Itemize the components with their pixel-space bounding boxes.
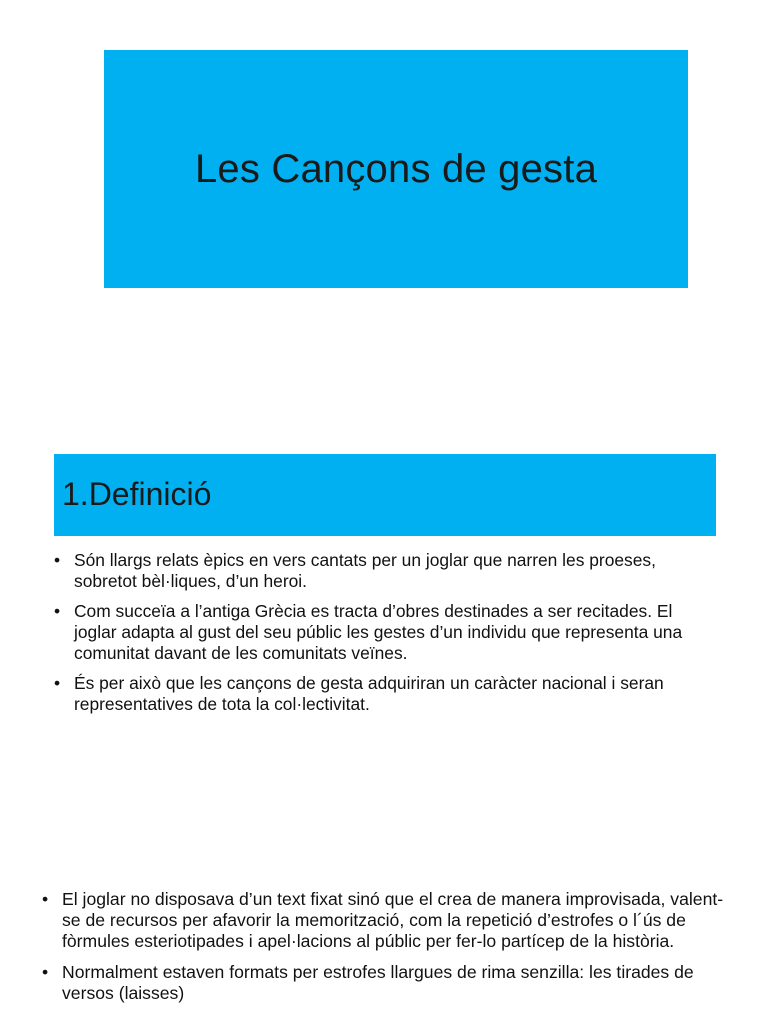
list-item	[54, 673, 716, 715]
continuation-bullet-list	[42, 889, 732, 1014]
section-heading-bar	[54, 454, 716, 536]
section-heading: 1.Definició	[62, 476, 212, 512]
bullet-text: Normalment estaven formats per estrofes llargues de rima senzilla: les tirades de versos (laisses)	[62, 962, 694, 1003]
bullet-icon: •	[54, 673, 61, 693]
definition-bullet-list	[54, 550, 716, 724]
bullet-icon: •	[54, 601, 61, 621]
bullet-text: És per això que les cançons de gesta adquiriran un caràcter nacional i seran representatives de tota la col·lectivitat.	[74, 673, 664, 714]
list-item	[42, 889, 732, 952]
bullet-icon: •	[42, 889, 49, 909]
list-item	[54, 601, 716, 664]
bullet-text: Com succeïa a l’antiga Grècia es tracta d’obres destinades a ser recitades. El joglar adapta al gust del seu públic les gestes d’un individu que representa una comunitat davant de les comunitats veïnes.	[74, 601, 683, 663]
list-item	[42, 962, 732, 1004]
slide-title: Les Cançons de gesta	[194, 146, 598, 191]
title-slide-box	[104, 50, 688, 288]
bullet-text: Són llargs relats èpics en vers cantats per un joglar que narren les proeses, sobretot bèl·liques, d’un heroi.	[74, 550, 656, 591]
bullet-icon: •	[42, 962, 49, 982]
bullet-text: El joglar no disposava d’un text fixat sinó que el crea de manera improvisada, valent-se de recursos per afavorir la memorització, com la repetició d’estrofes o l´ús de fòrmules esteriotipades i apel·lacions al públic per fer-lo partícep de la història.	[62, 889, 724, 951]
bullet-icon: •	[54, 550, 61, 570]
list-item	[54, 550, 716, 592]
